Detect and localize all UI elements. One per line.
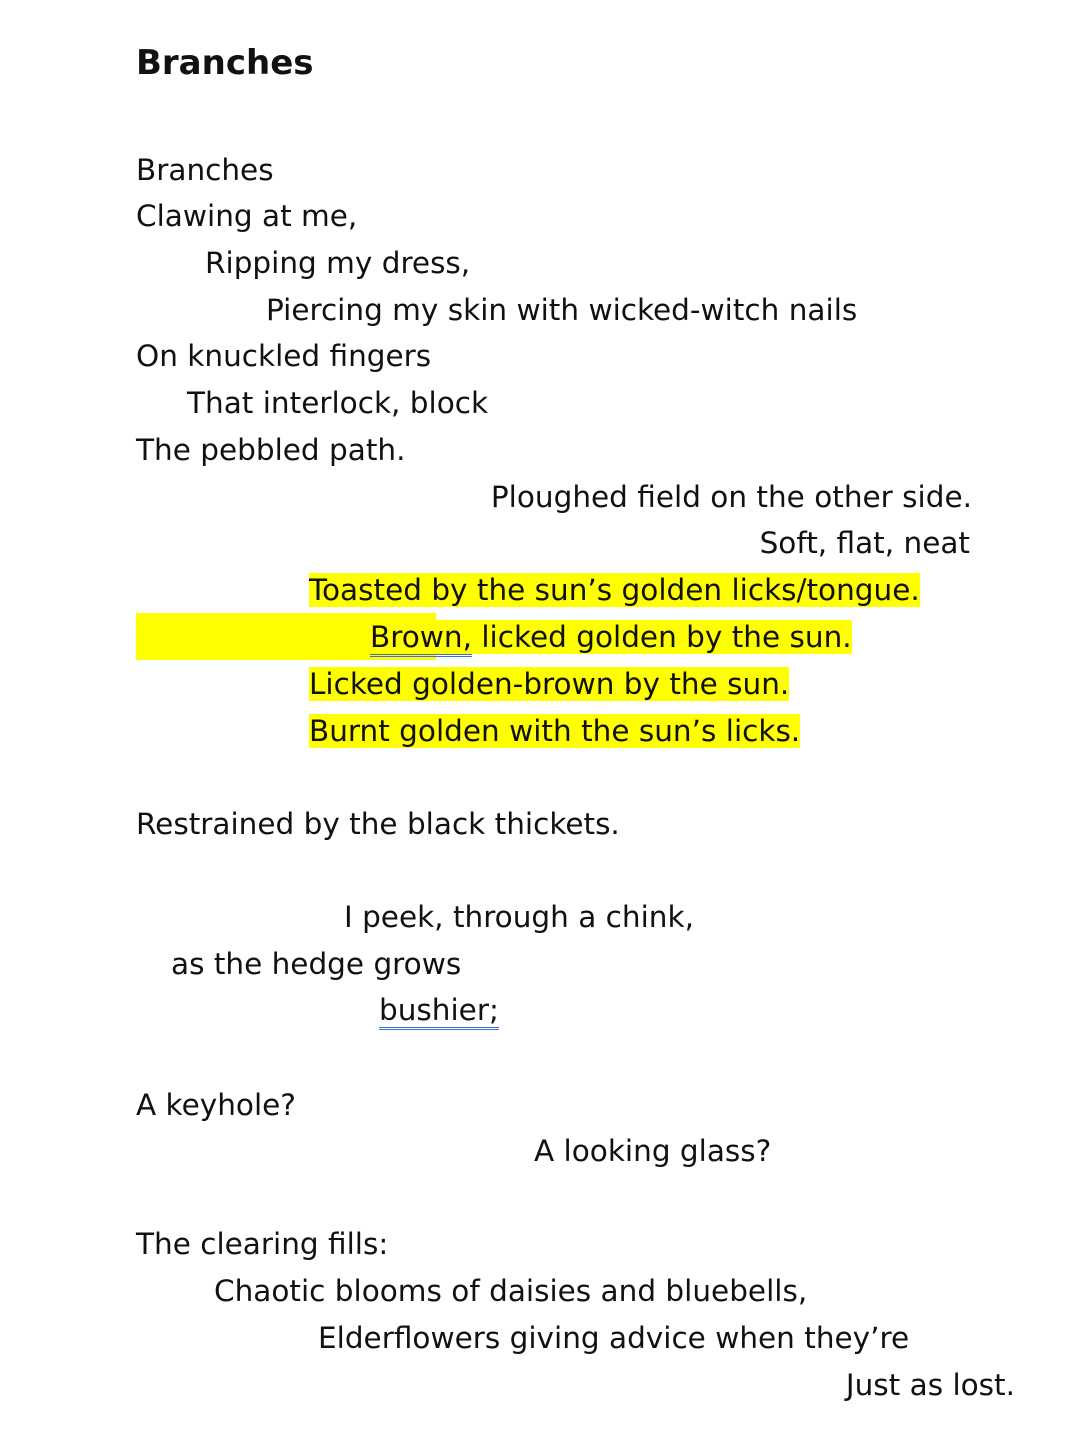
highlighted-text: Licked golden-brown by the sun. xyxy=(309,667,790,701)
poem-line: I peek, through a chink, xyxy=(344,900,694,934)
poem-title: Branches xyxy=(136,43,314,83)
poem-line: Soft, flat, neat xyxy=(759,526,970,560)
poem-line: Elderflowers giving advice when they’re xyxy=(318,1321,910,1355)
poem-line: as the hedge grows xyxy=(171,947,462,981)
poem-line: Restrained by the black thickets. xyxy=(136,807,620,841)
poem-line: Ripping my dress, xyxy=(205,246,471,280)
poem-line: On knuckled fingers xyxy=(136,339,432,373)
highlighted-text: Toasted by the sun’s golden licks/tongue. xyxy=(309,573,920,607)
poem-line: Clawing at me, xyxy=(136,199,358,233)
spellcheck-underlined-word[interactable]: Brown, xyxy=(370,620,472,657)
poem-line: Piercing my skin with wicked-witch nails xyxy=(266,293,858,327)
highlighted-text xyxy=(309,620,852,654)
spellcheck-underlined-word[interactable]: bushier; xyxy=(379,993,499,1030)
highlighted-text: Burnt golden with the sun’s licks. xyxy=(309,714,801,748)
poem-line: A keyhole? xyxy=(136,1088,296,1122)
poem-line: The clearing fills: xyxy=(136,1227,389,1261)
line-remainder: licked golden by the sun. xyxy=(471,620,852,654)
poem-line: Just as lost. xyxy=(845,1368,1015,1402)
poem-line xyxy=(379,990,499,1030)
poem-line-highlighted xyxy=(309,711,800,751)
poem-line: Chaotic blooms of daisies and bluebells, xyxy=(214,1274,808,1308)
poem-line-highlighted xyxy=(309,570,920,610)
poem-line-highlighted xyxy=(309,617,852,657)
poem-line-highlighted xyxy=(309,664,789,704)
poem-line: The pebbled path. xyxy=(136,433,406,467)
poem-line: A looking glass? xyxy=(534,1134,772,1168)
poem-line: Branches xyxy=(136,153,274,187)
poem-line: That interlock, block xyxy=(187,386,489,420)
poem-line: Ploughed field on the other side. xyxy=(490,480,972,514)
